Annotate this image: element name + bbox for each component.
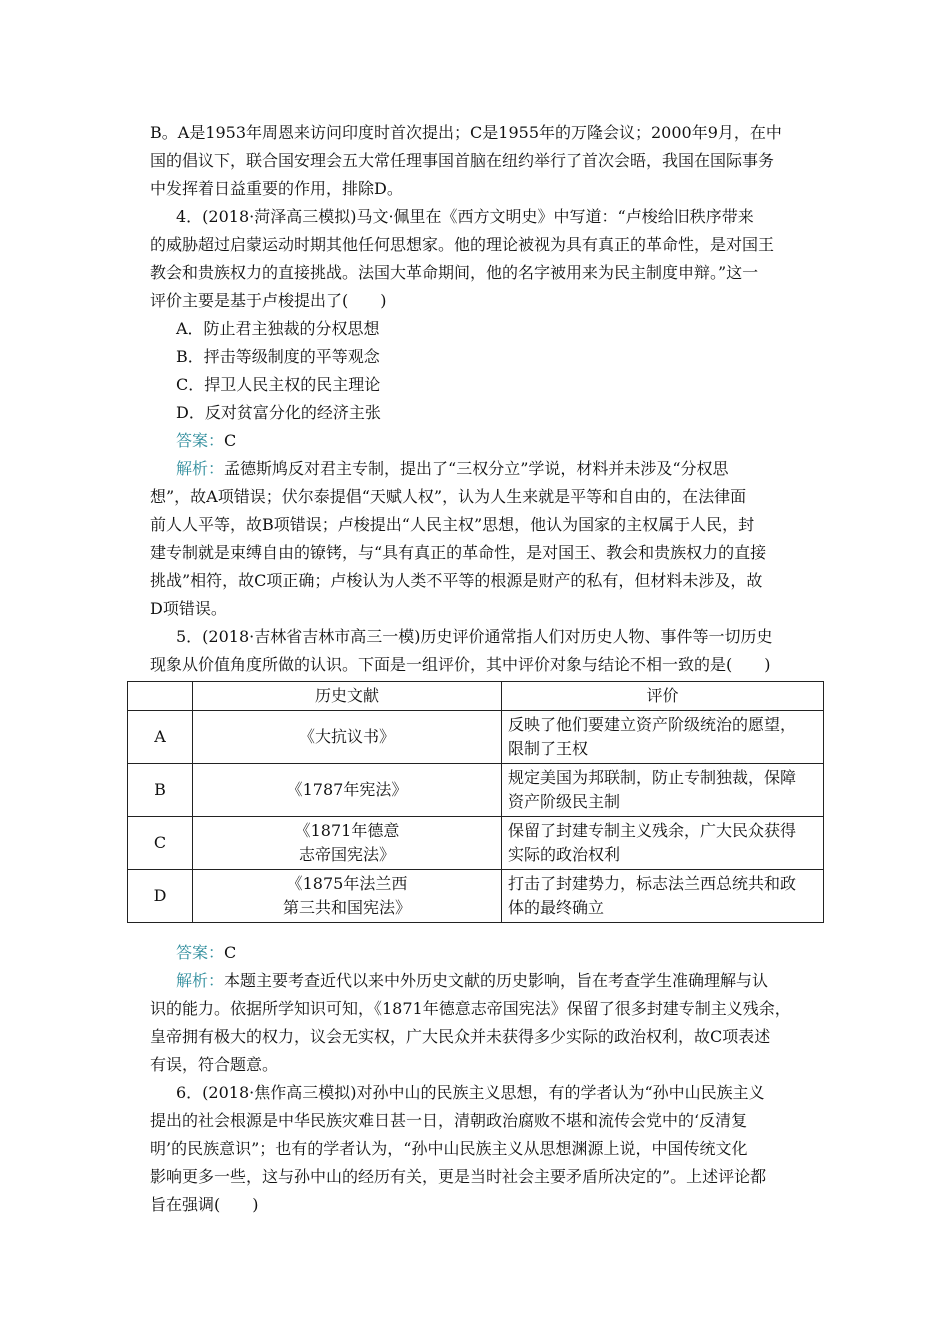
analysis-text: 建专制就是束缚自由的镣铐，与“具有真正的革命性，是对国王、教会和贵族权力的直接	[150, 543, 767, 562]
analysis-label: 解析：	[176, 971, 225, 990]
analysis-text: D项错误。	[150, 599, 227, 618]
table-row	[128, 711, 824, 764]
analysis-text: 皇帝拥有极大的权力，议会无实权，广大民众并未获得多少实际的政治权利，故C项表述	[150, 1027, 771, 1046]
option-d: D．反对贫富分化的经济主张	[176, 403, 381, 422]
header-cell: 评价	[502, 682, 824, 711]
row-key: B	[128, 764, 193, 817]
document-name: 《1787年宪法》	[286, 780, 408, 799]
document-name: 《1875年法兰西	[286, 874, 408, 893]
intro-line: B。A是1953年周恩来访问印度时首次提出；C是1955年的万隆会议；2000年9月，在中	[150, 123, 782, 142]
analysis-line	[176, 970, 768, 992]
evaluation-text: 限制了王权	[508, 739, 589, 758]
analysis-text: 挑战”相符，故C项正确；卢梭认为人类不平等的根源是财产的私有，但材料未涉及，故	[150, 571, 763, 590]
answer-line	[176, 430, 236, 452]
document-name: 第三共和国宪法》	[282, 898, 411, 917]
option-c: C．捍卫人民主权的民主理论	[176, 375, 381, 394]
question-6-stem: 明’的民族意识”；也有的学者认为，“孙中山民族主义从思想渊源上说，中国传统文化	[150, 1139, 748, 1158]
option-a: A．防止君主独裁的分权思想	[176, 319, 380, 338]
row-key: A	[128, 711, 193, 764]
evaluation-text: 实际的政治权利	[508, 845, 621, 864]
evaluation-text: 体的最终确立	[508, 898, 605, 917]
evaluation-cell	[502, 764, 824, 817]
analysis-label: 解析：	[176, 459, 225, 478]
question-4-stem: 的威胁超过启蒙运动时期其他任何思想家。他的理论被视为具有真正的革命性，是对国王	[150, 235, 775, 254]
evaluation-text: 保留了封建专制主义残余，广大民众获得	[508, 821, 797, 840]
question-4-stem: 教会和贵族权力的直接挑战。法国大革命期间，他的名字被用来为民主制度申辩。”这一	[150, 263, 759, 282]
analysis-text: 有误，符合题意。	[150, 1055, 279, 1074]
evaluation-cell	[502, 817, 824, 870]
evaluation-text: 规定美国为邦联制，防止专制独裁，保障	[508, 768, 797, 787]
evaluation-text: 资产阶级民主制	[508, 792, 621, 811]
option-b: B．抨击等级制度的平等观念	[176, 347, 380, 366]
intro-line: 国的倡议下，联合国安理会五大常任理事国首脑在纽约举行了首次会晤，我国在国际事务	[150, 151, 775, 170]
evaluation-text: 反映了他们要建立资产阶级统治的愿望，	[508, 715, 797, 734]
table-row	[128, 870, 824, 923]
evaluation-cell	[502, 711, 824, 764]
question-5-stem: 现象从价值角度所做的认识。下面是一组评价，其中评价对象与结论不相一致的是( )	[150, 655, 771, 674]
evaluation-table	[127, 681, 824, 923]
evaluation-cell	[502, 870, 824, 923]
question-4-stem: 评价主要是基于卢梭提出了( )	[150, 291, 387, 310]
row-key: D	[128, 870, 193, 923]
table-row	[128, 764, 824, 817]
question-4-stem: 4．(2018·菏泽高三模拟)马文·佩里在《西方文明史》中写道：“卢梭给旧秩序带来	[176, 207, 754, 226]
analysis-text: 识的能力。依据所学知识可知，《1871年德意志帝国宪法》保留了很多封建专制主义残余，	[150, 999, 791, 1018]
header-cell: 历史文献	[193, 682, 502, 711]
answer-value: C	[224, 431, 237, 450]
question-6-stem: 旨在强调( )	[150, 1195, 259, 1214]
row-key: C	[128, 817, 193, 870]
document-cell	[193, 764, 502, 817]
intro-line: 中发挥着日益重要的作用，排除D。	[150, 179, 403, 198]
analysis-text: 前人人平等，故B项错误；卢梭提出“人民主权”思想，他认为国家的主权属于人民，封	[150, 515, 755, 534]
document-name: 《大抗议书》	[298, 727, 395, 746]
question-5-stem: 5．(2018·吉林省吉林市高三一模)历史评价通常指人们对历史人物、事件等一切历史	[176, 627, 773, 646]
analysis-text: 想”，故A项错误；伏尔泰提倡“天赋人权”，认为人生来就是平等和自由的，在法律面	[150, 487, 747, 506]
document-name: 志帝国宪法》	[298, 845, 395, 864]
answer-label: 答案：	[176, 943, 225, 962]
answer-value: C	[224, 943, 237, 962]
answer-label: 答案：	[176, 431, 225, 450]
table-row	[128, 817, 824, 870]
question-6-stem: 影响更多一些，这与孙中山的经历有关，更是当时社会主要矛盾所决定的”。上述评论都	[150, 1167, 767, 1186]
document-cell	[193, 817, 502, 870]
document-name: 《1871年德意	[294, 821, 400, 840]
question-6-stem: 提出的社会根源是中华民族灾难日甚一日，清朝政治腐败不堪和流传会党中的‘反清复	[150, 1111, 748, 1130]
analysis-text: 孟德斯鸠反对君主专制，提出了“三权分立”学说，材料并未涉及“分权思	[224, 459, 729, 478]
document-cell	[193, 711, 502, 764]
answer-line	[176, 942, 236, 964]
document-cell	[193, 870, 502, 923]
table-header-row	[128, 682, 824, 711]
question-6-stem: 6．(2018·焦作高三模拟)对孙中山的民族主义思想，有的学者认为“孙中山民族主义	[176, 1083, 765, 1102]
evaluation-text: 打击了封建势力，标志法兰西总统共和政	[508, 874, 797, 893]
header-cell	[128, 682, 193, 711]
analysis-line	[176, 458, 729, 480]
analysis-text: 本题主要考查近代以来中外历史文献的历史影响，旨在考查学生准确理解与认	[224, 971, 769, 990]
